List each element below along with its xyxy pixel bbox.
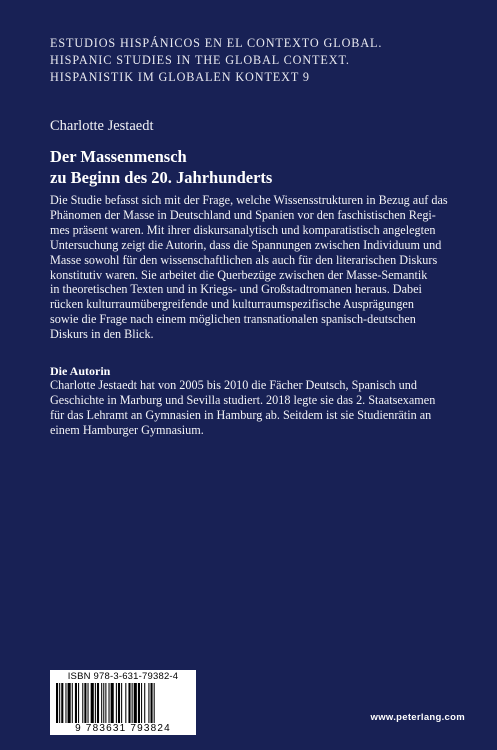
barcode-bar: [128, 683, 130, 723]
barcode-bar: [148, 683, 149, 723]
series-line: HISPANISTIK IM GLOBALEN KONTEXT 9: [50, 70, 310, 84]
blurb-line: rücken kulturraumübergreifende und kulturraumspezifische Ausprägungen: [50, 297, 414, 312]
barcode-bar: [65, 683, 66, 723]
blurb-line: in theoretischen Texten und in Kriegs- und Großstadtromanen heraus. Dabei: [50, 282, 422, 297]
publisher-url[interactable]: www.peterlang.com: [370, 712, 465, 723]
isbn-barcode: [50, 670, 196, 735]
barcode-bar: [61, 683, 63, 723]
barcode-bar: [103, 683, 104, 723]
barcode-bar: [97, 683, 99, 723]
barcode-bar: [82, 683, 83, 723]
book-title-line: Der Massenmensch: [50, 147, 187, 166]
blurb-text: [50, 193, 460, 342]
bio-text: [50, 378, 435, 438]
blurb-line: sowie die Frage nach einem möglichen transnationalen spanisch-deutschen: [50, 312, 416, 327]
barcode-bar: [88, 683, 89, 723]
blurb-line: Diskurs in den Blick.: [50, 327, 154, 342]
barcode-bar: [75, 683, 77, 723]
barcode-bar: [138, 683, 140, 723]
barcode-bars: [56, 683, 190, 723]
barcode-bar: [68, 683, 71, 723]
author-name: Charlotte Jestaedt: [50, 118, 154, 134]
barcode-bar: [144, 683, 145, 723]
blurb-line: Masse sowohl für den wissenschaftlichen als auch für den literarischen Diskurs: [50, 252, 438, 267]
barcode-bar: [105, 683, 106, 723]
barcode-digits: 9 783631 793824: [75, 723, 171, 734]
barcode-bar: [56, 683, 58, 723]
series-line: ESTUDIOS HISPÁNICOS EN EL CONTEXTO GLOBAL.: [50, 36, 383, 50]
barcode-bar: [72, 683, 73, 723]
barcode-bar: [151, 683, 153, 723]
barcode-bar: [101, 683, 102, 723]
barcode-bar: [95, 683, 96, 723]
bio-heading: Die Autorin: [50, 364, 111, 378]
barcode-bar: [125, 683, 126, 723]
barcode-bar: [116, 683, 117, 723]
book-title-line: zu Beginn des 20. Jahrhunderts: [50, 168, 273, 187]
bio-line: Geschichte in Marburg und Sevilla studiert. 2018 legte sie das 2. Staatsexamen: [50, 392, 436, 407]
blurb-line: Die Studie befasst sich mit der Frage, welche Wissensstrukturen in Bezug auf das: [50, 193, 448, 207]
blurb-line: mes präsent waren. Mit ihrer diskursanalytisch und komparatistisch angelegten: [50, 222, 436, 237]
barcode-bar: [121, 683, 122, 723]
barcode-bar: [91, 683, 94, 723]
series-title: [50, 35, 382, 86]
barcode-bar: [154, 683, 155, 723]
barcode-bar: [111, 683, 114, 723]
barcode-bar: [109, 683, 110, 723]
isbn-label: ISBN 978-3-631-79382-4: [67, 671, 179, 682]
bio-line: Charlotte Jestaedt hat von 2005 bis 2010 die Fächer Deutsch, Spanisch und: [50, 378, 417, 392]
bio-line: einem Hamburger Gymnasium.: [50, 422, 204, 437]
barcode-bar: [59, 683, 60, 723]
book-title: [50, 146, 272, 188]
series-line: HISPANIC STUDIES IN THE GLOBAL CONTEXT.: [50, 53, 350, 67]
blurb-line: Phänomen der Masse in Deutschland und Spanien vor den faschistischen Regi-: [50, 207, 436, 222]
barcode-bar: [134, 683, 137, 723]
blurb-line: Untersuchung zeigt die Autorin, dass die Spannungen zwischen Individuum und: [50, 237, 442, 252]
barcode-bar: [132, 683, 133, 723]
bio-line: für das Lehramt an Gymnasien in Hamburg ab. Seitdem ist sie Studienrätin an: [50, 407, 432, 422]
barcode-bar: [84, 683, 86, 723]
blurb-line: konstitutiv waren. Sie arbeitet die Querbezüge zwischen der Masse-Semantik: [50, 267, 428, 282]
barcode-bar: [118, 683, 120, 723]
barcode-bar: [78, 683, 79, 723]
barcode-bar: [141, 683, 142, 723]
